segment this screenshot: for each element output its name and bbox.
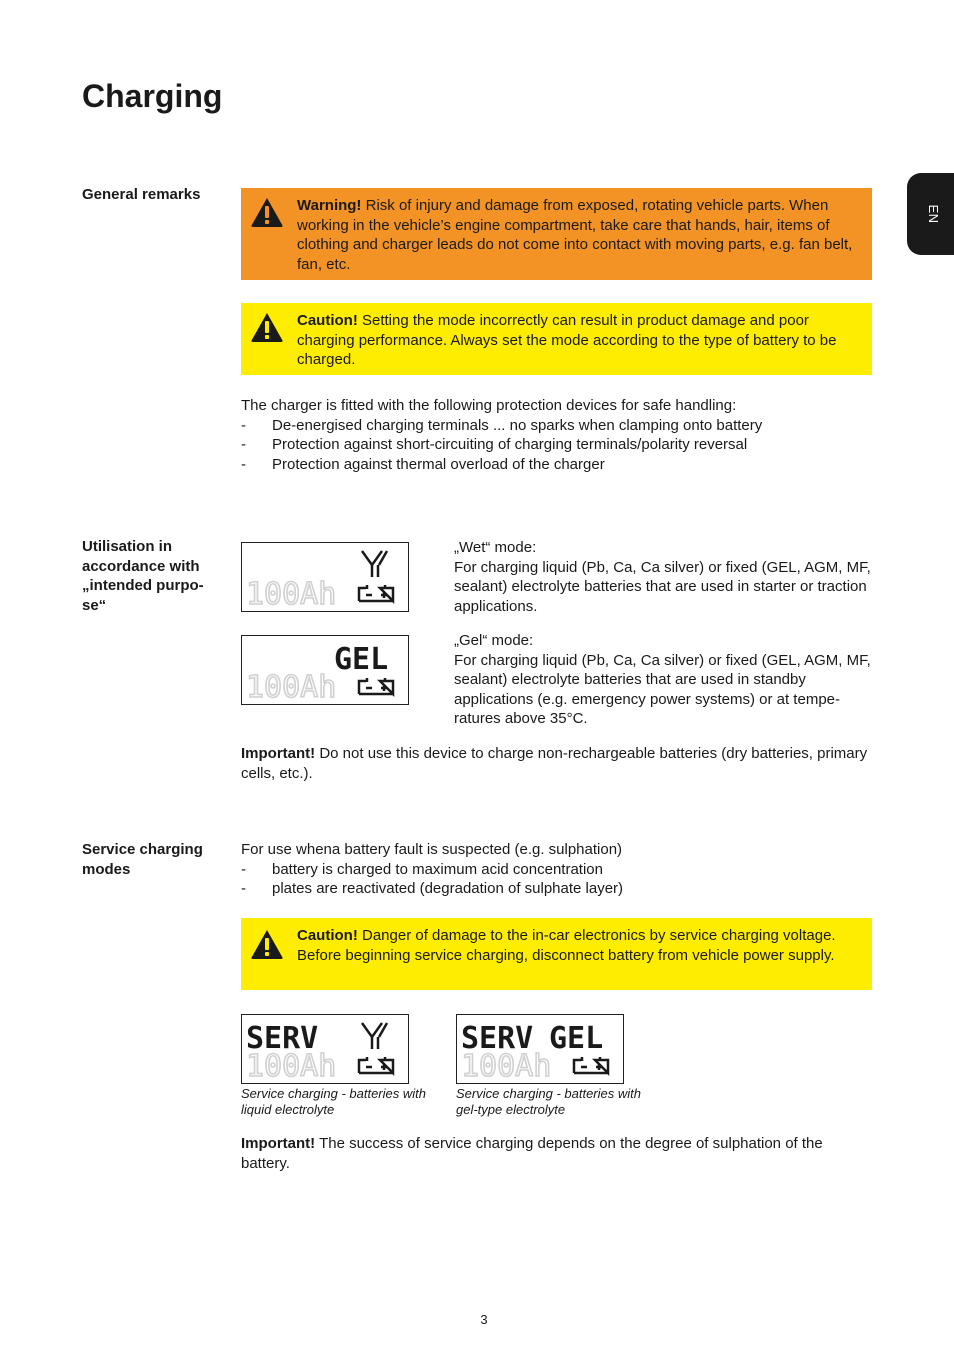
list-item: - De-energised charging terminals ... no sparks when clamping onto battery (241, 416, 872, 436)
important-label: Important! (241, 1135, 316, 1152)
battery-icon (359, 1057, 393, 1073)
battery-icon (359, 678, 393, 694)
lcd-display-wet (241, 542, 409, 612)
caution-icon (250, 928, 284, 960)
gel-mode-title: „Gel“ mode: (454, 632, 534, 649)
language-tab[interactable] (907, 173, 954, 255)
capacity-readout: 100Ah (461, 1049, 552, 1084)
lcd-display-gel (241, 635, 409, 705)
service-intro: For use whena battery fault is suspected (e.g. sulphation) (241, 841, 623, 858)
warning-icon (250, 196, 284, 228)
caution-text: Danger of damage to the in-car electronics by service charging voltage. Before beginning service charging, disconnect battery from vehicle power supply. (297, 927, 836, 964)
serv-mode-readout: SERV (246, 1021, 319, 1056)
wet-mode-text: For charging liquid (Pb, Ca, Ca silver) or fixed (GEL, AGM, MF, sealant) electrolyte batteries that are used in starter or traction applications. (454, 558, 871, 615)
caution-label: Caution! (297, 927, 358, 944)
page-number: 3 (480, 1312, 488, 1327)
caption-service-liquid: Service charging - batteries with liquid electrolyte (241, 1086, 426, 1117)
gel-mode-text: For charging liquid (Pb, Ca, Ca silver) or fixed (GEL, AGM, MF, sealant) electrolyte batteries that are used in standby applications (e.g. emergency power systems) or at tempe-ratures above 35°C. (454, 651, 871, 727)
page-title: Charging (82, 78, 223, 114)
list-item: - Protection against short-circuiting of charging terminals/polarity reversal (241, 435, 872, 455)
protection-intro: The charger is fitted with the following protection devices for safe handling: (241, 397, 737, 414)
gel-mode-readout: GEL (549, 1021, 604, 1056)
gel-mode-readout: GEL (334, 642, 389, 677)
caution-icon (250, 311, 284, 343)
section-heading-utilisation: Utilisation in accordance with „intended purpo-se“ (82, 538, 204, 614)
service-intro-block (241, 840, 872, 899)
caution-box-service (241, 918, 872, 990)
protection-devices (241, 396, 872, 474)
list-item: - Protection against thermal overload of the charger (241, 455, 872, 475)
protection-list (241, 416, 872, 475)
caution-box-mode (241, 303, 872, 375)
warning-box (241, 188, 872, 280)
section-heading-general-remarks: General remarks (82, 186, 201, 203)
serv-mode-readout: SERV (461, 1021, 534, 1056)
list-item: - plates are reactivated (degradation of sulphate layer) (241, 879, 872, 899)
wet-mode-title: „Wet“ mode: (454, 539, 537, 556)
lcd-display-service-gel (456, 1014, 624, 1084)
important-note-service (241, 1134, 872, 1173)
section-heading-service-charging: Service charging modes (82, 841, 203, 878)
capacity-readout: 100Ah (246, 670, 337, 705)
warning-text: Risk of injury and damage from exposed, rotating vehicle parts. When working in the vehicle’s engine compartment, take care that hands, hair, items of clothing and charger leads do not come into contact with moving parts, e.g. fan belt, fan, etc. (297, 197, 853, 273)
caution-text: Setting the mode incorrectly can result in product damage and poor charging performance. Always set the mode according to the type of battery to be charged. (297, 312, 837, 368)
important-text: Do not use this device to charge non-rechargeable batteries (dry batteries, primary cells, etc.). (241, 745, 868, 782)
service-list (241, 860, 872, 899)
battery-icon (359, 585, 393, 601)
capacity-readout: 100Ah (246, 577, 337, 612)
battery-icon (574, 1057, 608, 1073)
caution-label: Caution! (297, 312, 358, 329)
gel-mode-description (454, 631, 874, 729)
important-note-utilisation (241, 744, 872, 783)
warning-label: Warning! (297, 197, 362, 214)
caption-service-gel: Service charging - batteries with gel-type electrolyte (456, 1086, 641, 1117)
language-tab-label: EN (925, 204, 941, 224)
wet-mode-icon (362, 551, 387, 577)
important-text: The success of service charging depends on the degree of sulphation of the battery. (241, 1135, 823, 1172)
list-item: - battery is charged to maximum acid concentration (241, 860, 872, 880)
wet-mode-icon (362, 1023, 387, 1049)
wet-mode-description (454, 538, 874, 616)
lcd-display-service-liquid (241, 1014, 409, 1084)
important-label: Important! (241, 745, 316, 762)
capacity-readout: 100Ah (246, 1049, 337, 1084)
